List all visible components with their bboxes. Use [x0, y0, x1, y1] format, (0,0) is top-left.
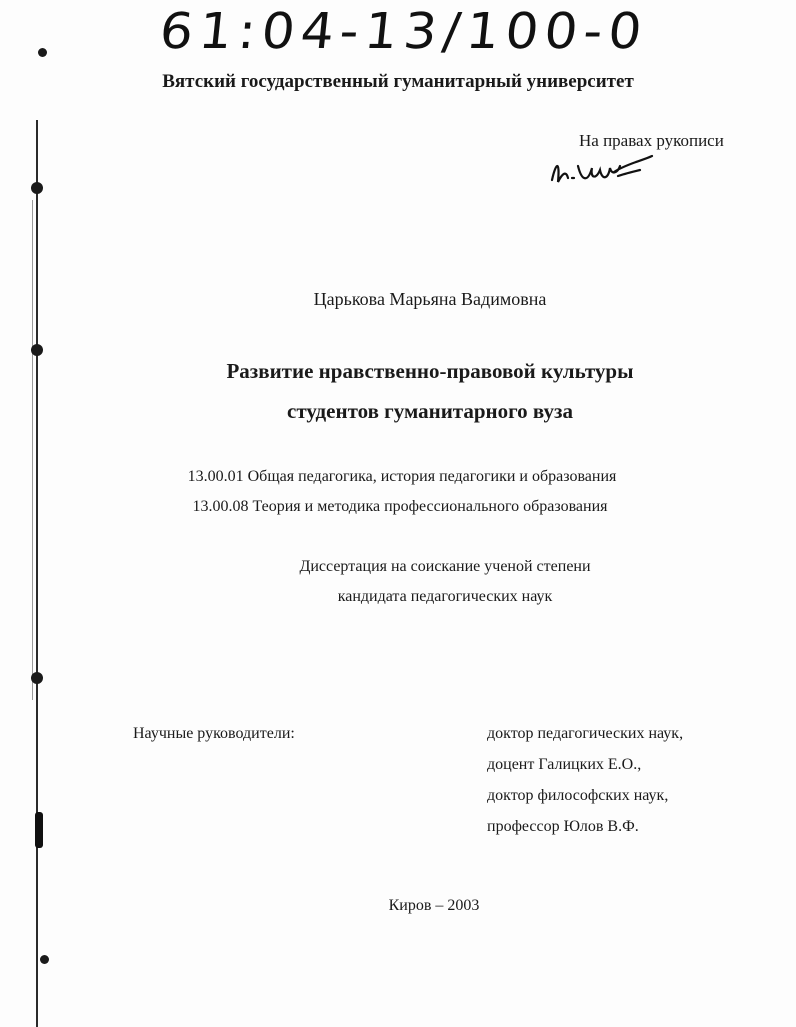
- specialty-line: 13.00.08 Теория и методика профессионального образования: [192, 498, 608, 515]
- supervisor-info-line: доктор философских наук,: [487, 787, 669, 804]
- binding-clip-mark: [35, 812, 43, 848]
- handwritten-catalog-number: 61:04-13/100-0: [157, 3, 651, 61]
- handwritten-signature: [548, 152, 658, 197]
- title-line-1: Развитие нравственно-правовой культуры: [226, 359, 634, 383]
- binding-hole-mark: [31, 672, 43, 684]
- supervisor-info-line: профессор Юлов В.Ф.: [487, 818, 639, 835]
- rights-note: На правах рукописи: [579, 131, 724, 150]
- degree-statement-line-2: кандидата педагогических наук: [337, 588, 553, 605]
- author-name: Царькова Марьяна Вадимовна: [313, 289, 547, 309]
- degree-statement-line-1: Диссертация на соискание ученой степени: [299, 558, 591, 575]
- title-line-2: студентов гуманитарного вуза: [287, 399, 573, 423]
- university-name: Вятский государственный гуманитарный университет: [162, 71, 634, 92]
- supervisors-label: Научные руководители:: [133, 725, 295, 742]
- supervisor-info-line: доцент Галицких Е.О.,: [487, 756, 642, 773]
- binding-edge-shadow: [32, 200, 33, 700]
- binding-hole-mark: [31, 344, 43, 356]
- supervisor-info-line: доктор педагогических наук,: [487, 725, 684, 742]
- specialty-line: 13.00.01 Общая педагогика, история педагогики и образования: [187, 468, 617, 485]
- binding-hole-mark: [38, 48, 47, 57]
- binding-hole-mark: [31, 182, 43, 194]
- city-year: Киров – 2003: [388, 897, 480, 914]
- binding-hole-mark: [40, 955, 49, 964]
